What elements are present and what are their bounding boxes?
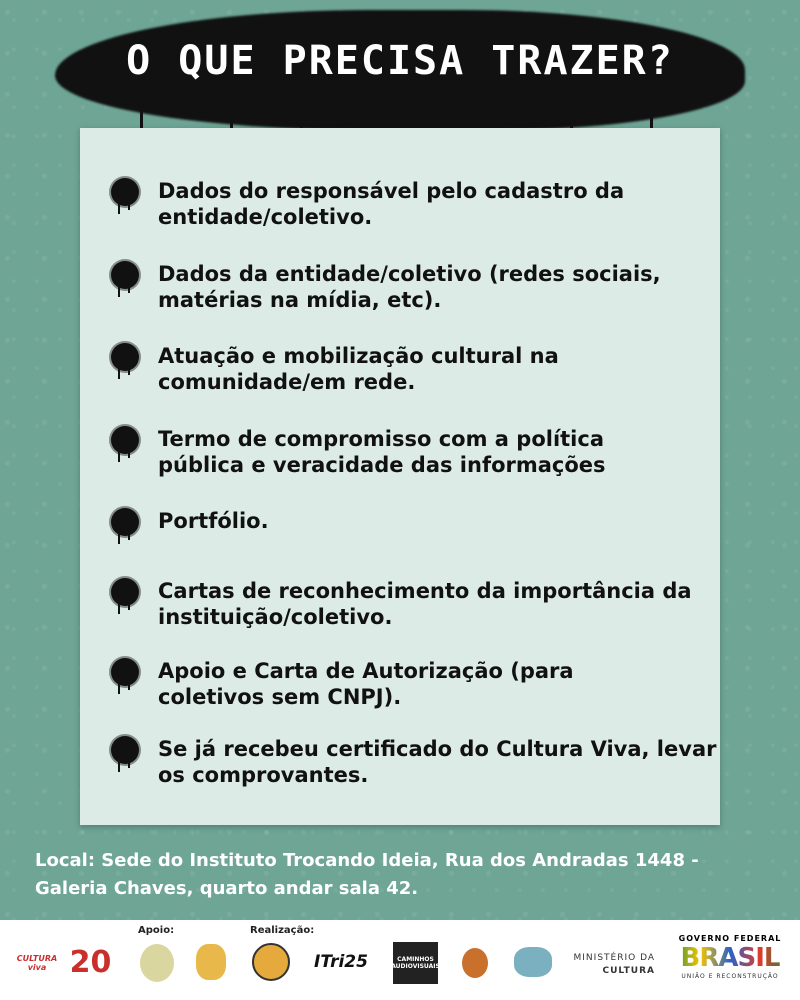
list-item: Apoio e Carta de Autorização (para coletivos sem CNPJ). [108, 658, 638, 710]
ministerio-cultura-logo: MINISTÉRIO DA CULTURA [573, 953, 655, 976]
ink-splat-bullet-icon [108, 259, 142, 297]
apoio-label: Apoio: [138, 925, 175, 936]
cultura-viva-20-logo: 20 [69, 944, 112, 980]
ink-splat-bullet-icon [108, 424, 142, 462]
ink-splat-bullet-icon [108, 176, 142, 214]
realizacao-logo-circle [252, 943, 290, 981]
list-item: Dados do responsável pelo cadastro da entidade/coletivo. [108, 178, 718, 230]
list-item: Cartas de reconhecimento da importância da instituição/coletivo. [108, 578, 718, 630]
ink-splat-bullet-icon [108, 506, 142, 544]
location-text: Local: Sede do Instituto Trocando Ideia, Rua dos Andradas 1448 - Galeria Chaves, quarto andar sala 42. [35, 850, 699, 899]
cultura-viva-logo: CULTURA viva [16, 954, 58, 972]
list-item: Termo de compromisso com a política pública e veracidade das informações [108, 426, 678, 478]
apoio-logo-hands [196, 944, 226, 980]
list-item: Se já recebeu certificado do Cultura Viva, levar os comprovantes. [108, 736, 718, 788]
ink-splat-bullet-icon [108, 576, 142, 614]
checklist-card [80, 128, 720, 825]
governo-federal-logo: GOVERNO FEDERAL BRASIL UNIÃO E RECONSTRUÇÃO [670, 934, 790, 980]
realizacao-logo-round [462, 948, 488, 978]
page-title: O QUE PRECISA TRAZER? [126, 38, 674, 84]
sponsors-footer [0, 920, 800, 1000]
list-item: Atuação e mobilização cultural na comunidade/em rede. [108, 343, 618, 395]
ink-splat-bullet-icon [108, 656, 142, 694]
caminhos-audiovisuais-logo: CAMINHOS AUDIOVISUAIS [393, 942, 438, 984]
ink-splat-bullet-icon [108, 341, 142, 379]
list-item: Dados da entidade/coletivo (redes sociais, matérias na mídia, etc). [108, 261, 718, 313]
realizacao-label: Realização: [250, 925, 315, 936]
itri-logo: ITri25 [314, 952, 368, 972]
apoio-logo-heart [140, 944, 174, 982]
list-item: Portfólio. [108, 508, 718, 544]
realizacao-logo-mask [514, 947, 552, 977]
ink-splat-bullet-icon [108, 734, 142, 772]
